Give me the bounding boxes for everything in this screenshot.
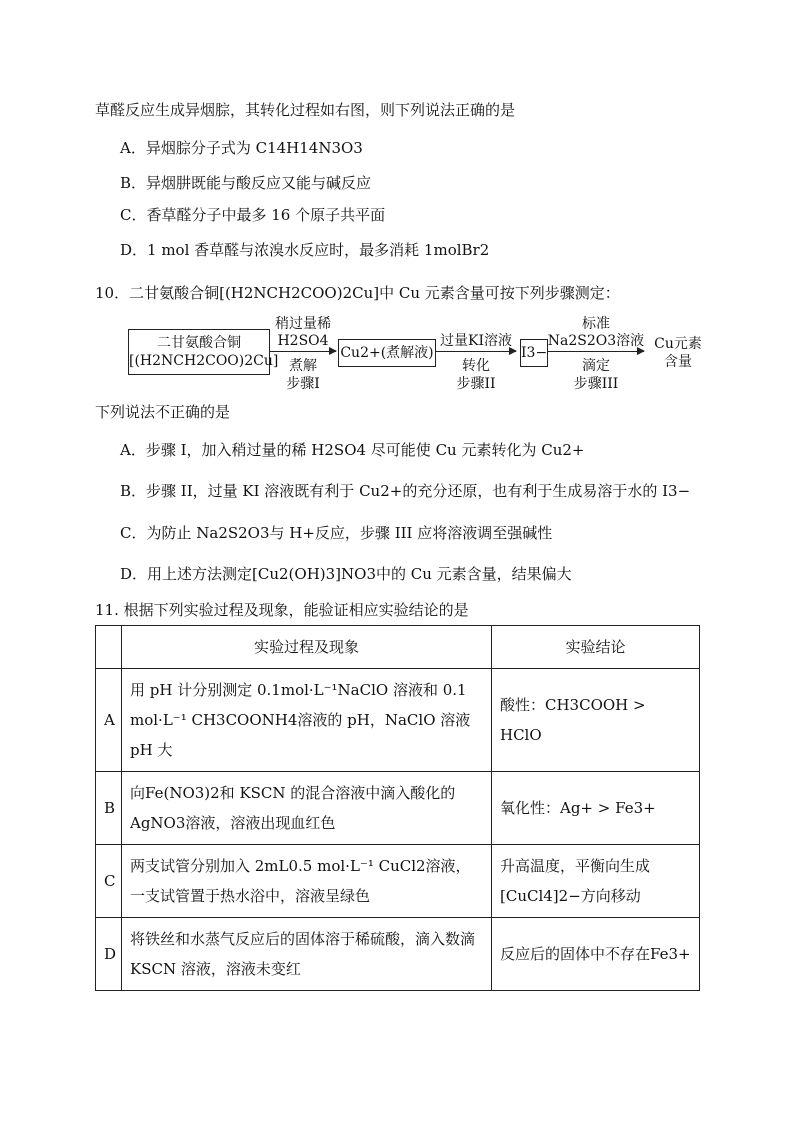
flow-result-line2: 含量 [664, 354, 692, 370]
q9-option-b: B．异烟肼既能与酸反应又能与碱反应 [120, 174, 372, 192]
q9-option-c: C．香草醛分子中最多 16 个原子共平面 [120, 206, 386, 224]
row-process: 两支试管分别加入 2mL0.5 mol·L⁻¹ CuCl2溶液，一支试管置于热水浴中，溶液呈绿色 [122, 845, 492, 918]
flow-arrow-2 [436, 351, 516, 352]
flow-arrow2-bottom2: 步骤II [456, 376, 496, 392]
flow-arrow-3 [548, 351, 644, 352]
flow-box1-line2: [(H2NCH2COO)2Cu] [129, 353, 279, 369]
q9-intro: 草醛反应生成异烟腙，其转化过程如右图，则下列说法正确的是 [95, 101, 516, 119]
row-process: 将铁丝和水蒸气反应后的固体溶于稀硫酸，滴入数滴 KSCN 溶液，溶液未变红 [122, 918, 492, 991]
flow-arrow1-bottom1: 煮解 [289, 358, 317, 374]
flow-arrow3-top2: Na2S2O3溶液 [547, 333, 645, 349]
row-conclusion: 氧化性：Ag+ > Fe3+ [492, 772, 700, 845]
q10-flow-diagram [128, 315, 728, 397]
row-label: D [96, 918, 122, 991]
flow-arrow-1 [270, 351, 336, 352]
flow-box-i3: I3− [520, 339, 548, 367]
row-label: A [96, 669, 122, 772]
flow-box-cu-solution: Cu2+(煮解液) [338, 339, 436, 367]
row-process: 用 pH 计分别测定 0.1mol·L⁻¹NaClO 溶液和 0.1 mol·L⁻¹ CH3COONH4溶液的 pH，NaClO 溶液 pH 大 [122, 669, 492, 772]
flow-arrow1-bottom2: 步骤I [286, 376, 320, 392]
row-conclusion: 反应后的固体中不存在Fe3+ [492, 918, 700, 991]
table-header-conclusion: 实验结论 [492, 626, 700, 669]
q9-option-d: D．1 mol 香草醛与浓溴水反应时，最多消耗 1molBr2 [120, 241, 490, 259]
q10-option-b: B．步骤 II，过量 KI 溶液既有利于 Cu2+的充分还原，也有利于生成易溶于水的 I3− [120, 482, 691, 500]
flow-box-glycinate [128, 329, 279, 375]
flow-arrow1-top1: 稍过量稀 [275, 316, 331, 332]
q9-option-a: A．异烟腙分子式为 C14H14N3O3 [120, 139, 363, 157]
q11-table [95, 625, 700, 991]
flow-arrow3-bottom2: 步骤III [573, 376, 619, 392]
flow-arrow3-bottom1: 滴定 [582, 358, 610, 374]
row-label: C [96, 845, 122, 918]
flow-arrow1-top2: H2SO4 [277, 333, 329, 349]
flow-box1-line1: 二甘氨酸合铜 [157, 335, 241, 351]
q11-stem: 11. 根据下列实验过程及现象，能验证相应实验结论的是 [95, 601, 469, 619]
table-row [96, 772, 700, 845]
table-row [96, 669, 700, 772]
table-row [96, 845, 700, 918]
q10-option-a: A．步骤 I，加入稍过量的稀 H2SO4 尽可能使 Cu 元素转化为 Cu2+ [120, 441, 585, 459]
flow-arrow2-top: 过量KI溶液 [440, 333, 512, 349]
row-label: B [96, 772, 122, 845]
row-process: 向Fe(NO3)2和 KSCN 的混合溶液中滴入酸化的 AgNO3溶液，溶液出现血红色 [122, 772, 492, 845]
flow-result-line1: Cu元素 [654, 336, 702, 352]
q10-option-d: D．用上述方法测定[Cu2(OH)3]NO3中的 Cu 元素含量，结果偏大 [120, 565, 572, 583]
row-conclusion: 酸性：CH3COOH > HClO [492, 669, 700, 772]
row-conclusion: 升高温度，平衡向生成[CuCl4]2−方向移动 [492, 845, 700, 918]
table-header-label [96, 626, 122, 669]
flow-arrow2-bottom1: 转化 [462, 358, 490, 374]
table-row [96, 918, 700, 991]
table-header-row [96, 626, 700, 669]
q10-option-c: C．为防止 Na2S2O3与 H+反应，步骤 III 应将溶液调至强碱性 [120, 524, 553, 542]
table-header-process: 实验过程及现象 [122, 626, 492, 669]
q10-stem: 10．二甘氨酸合铜[(H2NCH2COO)2Cu]中 Cu 元素含量可按下列步骤测定： [95, 284, 620, 302]
q10-lead: 下列说法不正确的是 [95, 403, 231, 421]
flow-arrow3-top1: 标准 [582, 316, 610, 332]
